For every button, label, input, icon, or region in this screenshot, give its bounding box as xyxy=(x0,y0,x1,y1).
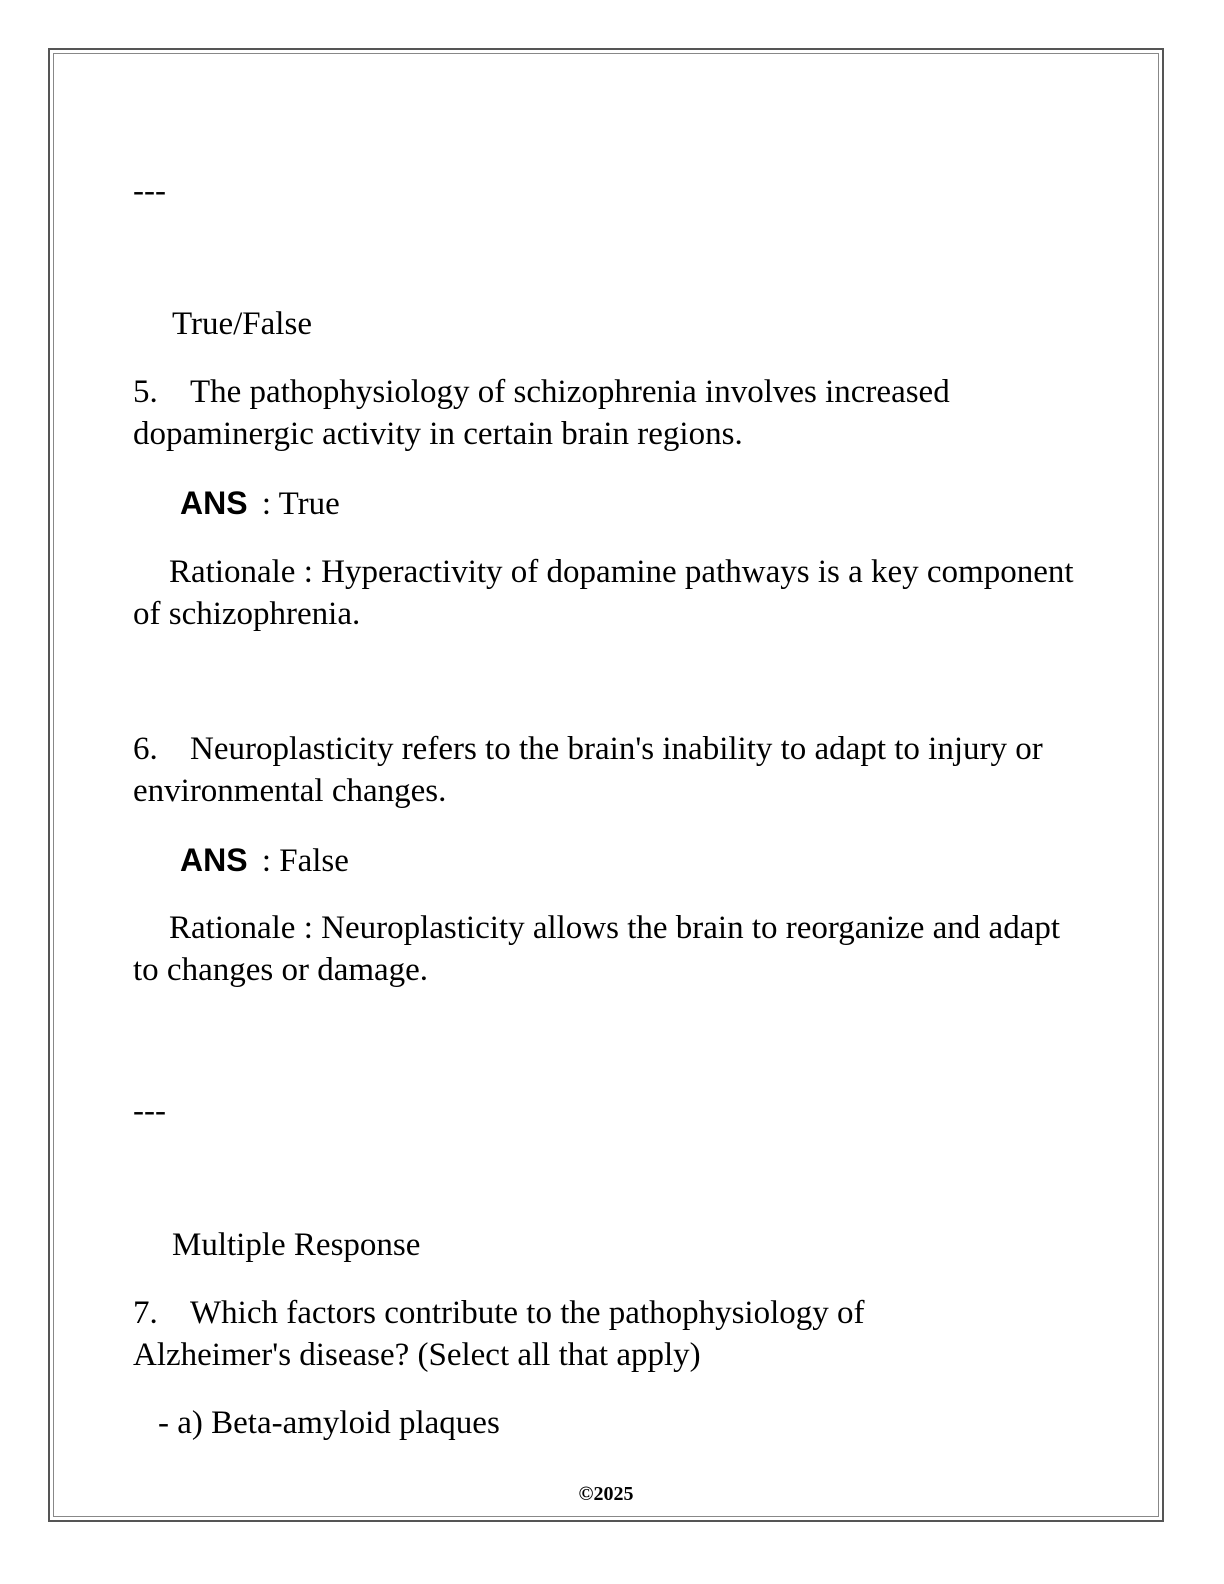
question-7-option-a: - a) Beta-amyloid plaques xyxy=(158,1405,500,1441)
question-5-number: 5. xyxy=(133,374,158,410)
question-5-rationale: Rationale : Hyperactivity of dopamine pathways is a key component of schizophrenia. xyxy=(133,554,1074,632)
question-5-answer xyxy=(180,482,340,525)
question-5-text: The pathophysiology of schizophrenia involves increased dopaminergic activity in certain brain regions. xyxy=(133,374,950,452)
separator-top: --- xyxy=(133,173,166,209)
question-6-rationale: Rationale : Neuroplasticity allows the brain to reorganize and adapt to changes or damage. xyxy=(133,910,1061,988)
question-7-text: Which factors contribute to the pathophysiology of Alzheimer's disease? (Select all that apply) xyxy=(133,1295,865,1373)
question-6-answer xyxy=(180,839,349,882)
question-6 xyxy=(133,728,1093,812)
question-6-text: Neuroplasticity refers to the brain's inability to adapt to injury or environmental changes. xyxy=(133,731,1043,809)
question-5 xyxy=(133,371,1093,455)
answer-value: : False xyxy=(261,843,349,879)
answer-label: ANS xyxy=(180,842,248,878)
separator-middle: --- xyxy=(133,1093,166,1129)
question-6-number: 6. xyxy=(133,731,158,767)
section-heading-multiple-response: Multiple Response xyxy=(172,1227,421,1263)
question-7-number: 7. xyxy=(133,1295,158,1331)
section-heading-true-false: True/False xyxy=(172,306,312,342)
answer-value: : True xyxy=(261,486,340,522)
question-7 xyxy=(133,1292,933,1376)
answer-label: ANS xyxy=(180,485,248,521)
copyright-footer: ©2025 xyxy=(578,1483,634,1505)
